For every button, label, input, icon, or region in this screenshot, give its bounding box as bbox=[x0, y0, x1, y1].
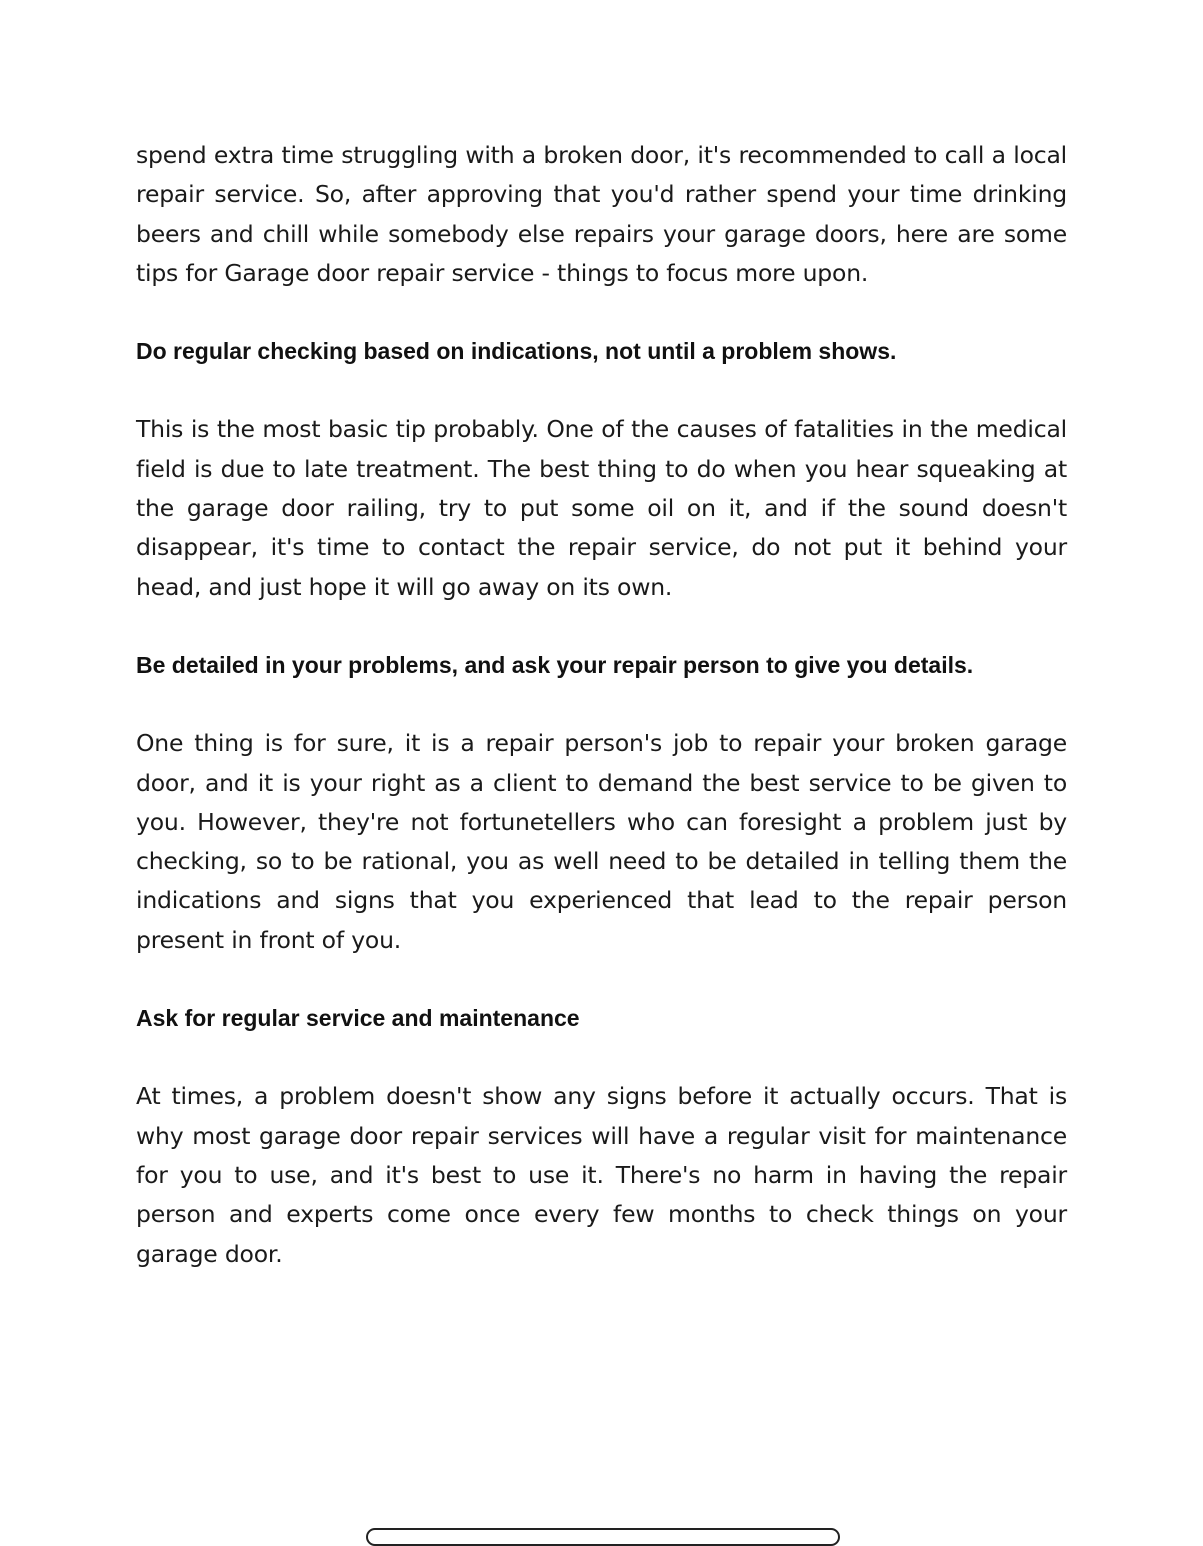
paragraph-maintenance: At times, a problem doesn't show any signs before it actually occurs. That is why most garage door repair services will have a regular visit for maintenance for you to use, and it's best to use it. There's no harm in having the repair person and experts come once every few months to check things on your garage door. bbox=[136, 1082, 1067, 1268]
spacer bbox=[136, 1038, 1067, 1077]
spacer bbox=[136, 293, 1067, 332]
page-bottom-edge-bar bbox=[366, 1528, 840, 1546]
spacer bbox=[136, 685, 1067, 724]
section-heading-regular-checking: Do regular checking based on indications, not until a problem shows. bbox=[136, 338, 897, 365]
spacer bbox=[136, 607, 1067, 646]
spacer bbox=[136, 960, 1067, 999]
section-heading-be-detailed: Be detailed in your problems, and ask your repair person to give you details. bbox=[136, 651, 974, 678]
section-heading-maintenance: Ask for regular service and maintenance bbox=[136, 1005, 580, 1032]
paragraph-basic-tip: This is the most basic tip probably. One of the causes of fatalities in the medical field is due to late treatment. The best thing to do when you hear squeaking at the garage door railing, try to put some oil on it, and if the sound doesn't disappear, it's time to contact the repair service, do not put it behind your head, and just hope it will go away on its own. bbox=[136, 415, 1067, 601]
paragraph-intro: spend extra time struggling with a broken door, it's recommended to call a local repair service. So, after approving that you'd rather spend your time drinking beers and chill while somebody else repairs your garage doors, here are some tips for Garage door repair service - things to focus more upon. bbox=[136, 141, 1067, 287]
spacer bbox=[136, 371, 1067, 410]
document-body bbox=[136, 136, 1067, 1274]
paragraph-repair-person: One thing is for sure, it is a repair person's job to repair your broken garage door, and it is your right as a client to demand the best service to be given to you. However, they're not fortunetellers who can foresight a problem just by checking, so to be rational, you as well need to be detailed in telling them the indications and signs that you experienced that lead to the repair person present in front of you. bbox=[136, 729, 1067, 954]
